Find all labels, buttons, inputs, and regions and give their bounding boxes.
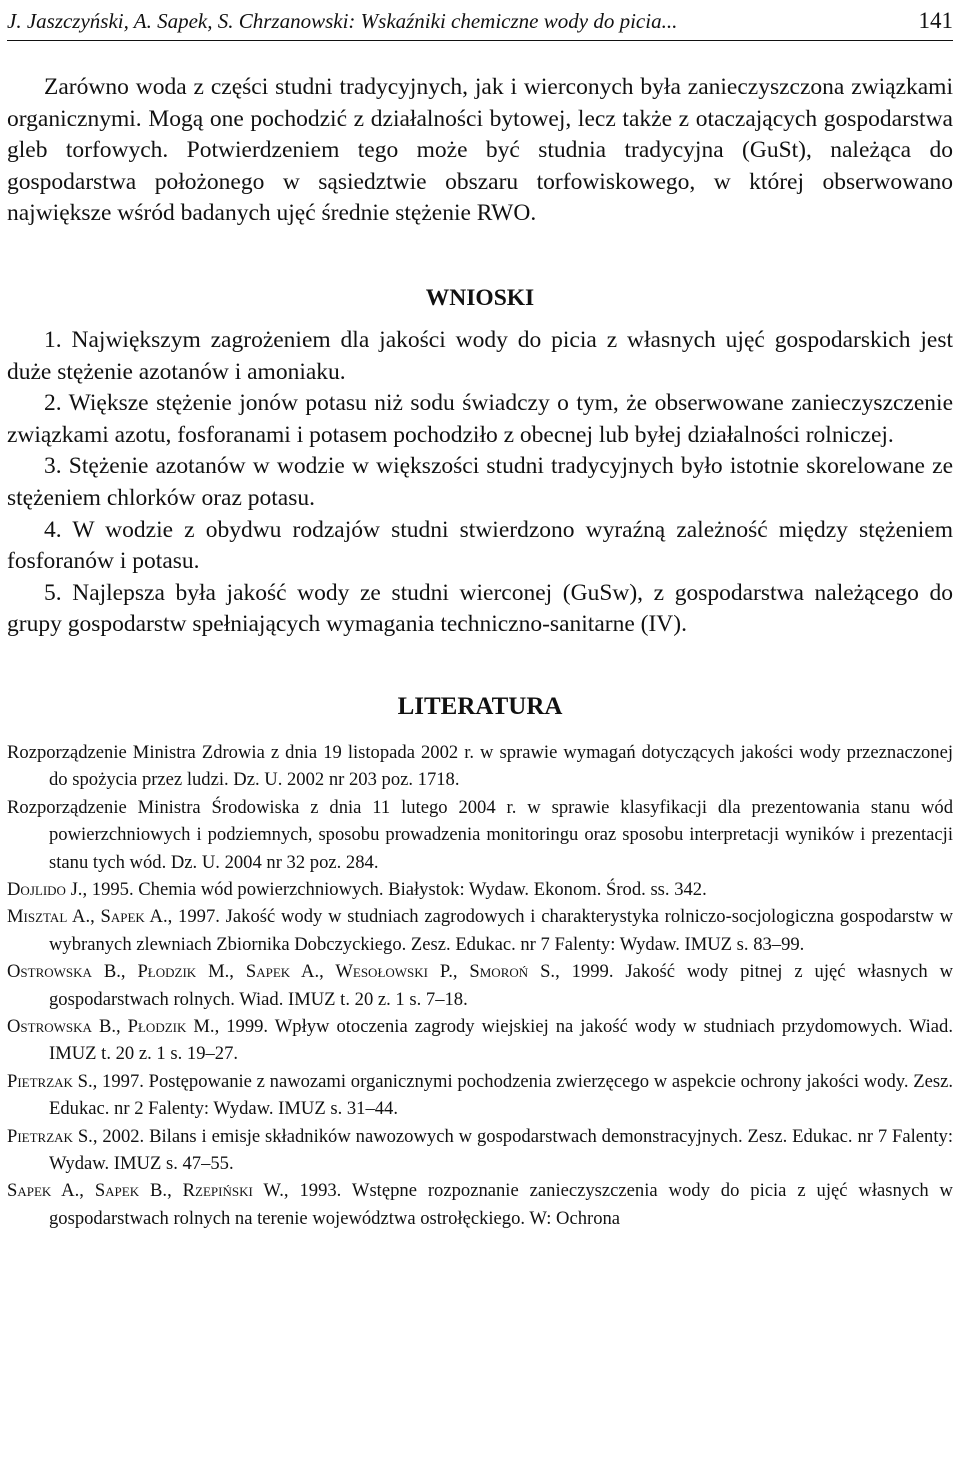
- literatura-heading: LITERATURA: [397, 692, 563, 720]
- reference-text: , 2002. Bilans i emisje składników nawozowych w gospodarstwach demonstracyjnych. Zesz. Edukac. nr 7 Falenty: Wydaw. IMUZ s. 47–55.: [49, 1125, 953, 1174]
- reference-authors: Misztal A., Sapek A.: [7, 906, 168, 928]
- reference-item: [7, 739, 953, 794]
- reference-text: , 1997. Postępowanie z nawozami organicznymi pochodzenia zwierzęcego w aspekcie ochrony jakości wody. Zesz. Edukac. nr 2 Falenty: Wydaw. IMUZ s. 31–44.: [49, 1070, 953, 1120]
- reference-item: [7, 1013, 953, 1068]
- reference-authors: Pietrzak S.: [7, 1070, 93, 1092]
- reference-item: [7, 903, 953, 958]
- reference-text: , 1995. Chemia wód powierzchniowych. Białystok: Wydaw. Ekonom. Środ. ss. 342.: [82, 878, 707, 900]
- reference-text: Rozporządzenie Ministra Środowiska z dnia 11 lutego 2004 r. w sprawie klasyfikacji dla prezentowania stanu wód powierzchniowych i podziemnych, sposobu prowadzenia monitoringu oraz sposobu interpretacji wyników i prezentacji stanu tych wód. Dz. U. 2004 nr 32 poz. 284.: [7, 796, 953, 873]
- running-head: J. Jaszczyński, A. Sapek, S. Chrzanowski: Wskaźniki chemiczne wody do picia...: [7, 9, 678, 33]
- header-rule: [7, 40, 953, 41]
- conclusions-list: [7, 325, 953, 641]
- wnioski-heading: WNIOSKI: [425, 284, 535, 311]
- body-text: [7, 72, 953, 1232]
- reference-item: [7, 1123, 953, 1178]
- reference-text: , 1999. Jakość wody pitnej z ujęć własnych w gospodarstwach rolnych. Wiad. IMUZ t. 20 z. 1 s. 7–18.: [49, 961, 954, 1010]
- conclusion-item: 4. W wodzie z obydwu rodzajów studni stwierdzono wyraźną zależność między stężeniem fosforanów i potasu.: [7, 516, 953, 575]
- reference-authors: Dojlido J.: [7, 878, 83, 900]
- reference-authors: Ostrowska B., Płodzik M., Sapek A., Wesołowski P., Smoroń S.: [7, 961, 556, 983]
- reference-text: Rozporządzenie Ministra Zdrowia z dnia 19 listopada 2002 r. w sprawie wymagań dotyczących jakości wody przeznaczonej do spożycia przez ludzi. Dz. U. 2002 nr 203 poz. 1718.: [7, 741, 953, 791]
- reference-item: [7, 1177, 953, 1232]
- reference-authors: Pietrzak S.: [7, 1125, 93, 1147]
- reference-item: [7, 958, 953, 1013]
- intro-paragraph: Zarówno woda z części studni tradycyjnych, jak i wierconych była zanieczyszczona związkami organicznymi. Mogą one pochodzić z działalności bytowej, lecz także z otaczających gospodarstwa gleb torfowych. Potwierdzeniem tego może być studnia tradycyjna (GuSt), należąca do gospodarstwa położonego w sąsiedztwie obszaru torfowiskowego, w której obserwowano największe wśród badanych ujęć średnie stężenie RWO.: [7, 74, 953, 227]
- reference-authors: Ostrowska B., Płodzik M.: [7, 1015, 215, 1037]
- page-header: [7, 6, 953, 36]
- references-list: [7, 739, 953, 1232]
- conclusion-item: 5. Najlepsza była jakość wody ze studni wierconej (GuSw), z gospodarstwa należącego do grupy gospodarstw spełniających wymagania techniczno-sanitarne (IV).: [7, 579, 953, 638]
- reference-text: , 1993. Wstępne rozpoznanie zanieczyszczenia wody do picia z ujęć własnych w gospodarstwach rolnych na terenie województwa ostrołęckiego. W: Ochrona: [49, 1180, 953, 1229]
- conclusion-item: 3. Stężenie azotanów w wodzie w większości studni tradycyjnych było istotnie skorelowane ze stężeniem chlorków oraz potasu.: [7, 453, 953, 511]
- reference-text: , 1999. Wpływ otoczenia zagrody wiejskiej na jakość wody w studniach przydomowych. Wiad. IMUZ t. 20 z. 1 s. 19–27.: [49, 1015, 953, 1065]
- reference-item: [7, 794, 953, 876]
- page-number: 141: [918, 8, 953, 33]
- reference-item: [7, 876, 953, 903]
- reference-text: , 1997. Jakość wody w studniach zagrodowych i charakterystyka rolniczo-socjologiczna gospodarstw w wybranych zlewniach Zbiornika Dobczyckiego. Zesz. Edukac. nr 7 Falenty: Wydaw. IMUZ s. 83–99.: [49, 906, 953, 955]
- reference-item: [7, 1068, 953, 1123]
- conclusion-item: 2. Większe stężenie jonów potasu niż sodu świadczy o tym, że obserwowane zanieczyszczenie związkami azotu, fosforanami i potasem pochodziło z obecnej lub byłej działalności rolniczej.: [7, 390, 953, 448]
- reference-authors: Sapek A., Sapek B., Rzepiński W.: [7, 1180, 284, 1202]
- conclusion-item: 1. Największym zagrożeniem dla jakości wody do picia z własnych ujęć gospodarskich jest duże stężenie azotanów i amoniaku.: [7, 326, 953, 385]
